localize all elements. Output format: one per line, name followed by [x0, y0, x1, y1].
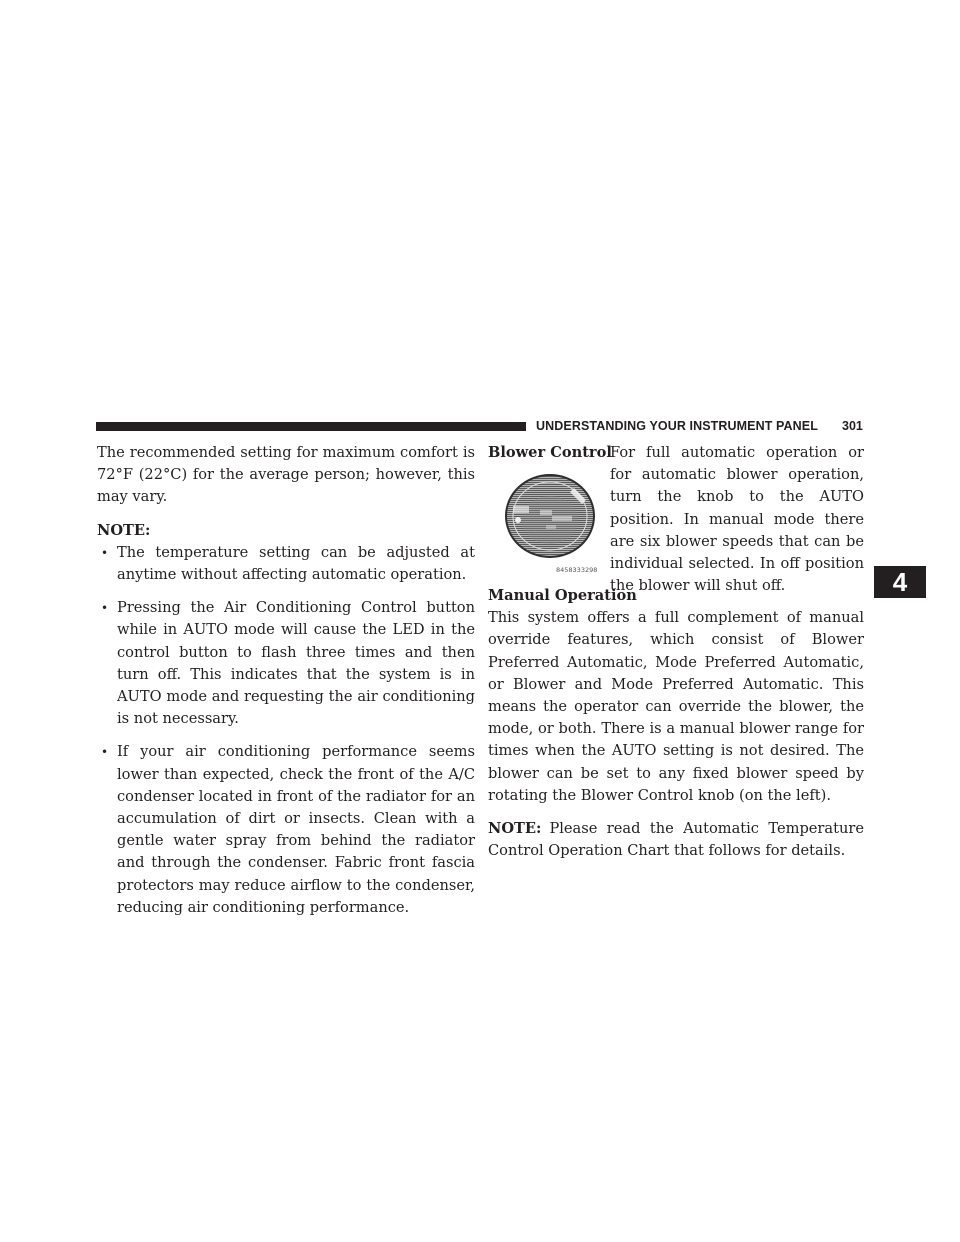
left-column	[97, 442, 475, 919]
header-rule	[96, 422, 526, 431]
page-number: 301	[842, 419, 863, 433]
note-list	[97, 542, 475, 919]
bullet-icon: •	[101, 745, 109, 760]
note-text: Please read the Automatic Temperature Control Operation Chart that follows for details.	[488, 820, 864, 860]
blower-paragraph: For full automatic operation or for automatic blower operation, turn the knob to the AUTO position. In manual mode there are six blower speeds that can be individual selected. In off position the blower will shut off.	[610, 444, 864, 595]
blower-knob-figure	[498, 470, 603, 574]
blower-section	[488, 442, 864, 595]
blower-heading: Blower Control	[488, 444, 612, 461]
figure-code: 8458333298	[556, 566, 598, 574]
bullet-icon: •	[101, 601, 109, 616]
note-heading: NOTE:	[97, 521, 151, 539]
manual-heading: Manual Operation	[488, 587, 637, 604]
note-paragraph	[488, 818, 864, 862]
list-item	[97, 597, 475, 730]
blower-knob-icon	[498, 470, 603, 569]
chapter-tab: 4	[874, 566, 926, 598]
manual-paragraph: This system offers a full complement of manual override features, which consist of Blower Preferred Automatic, Mode Preferred Automatic, or Blower and Mode Preferred Automatic. This means the operator can override the blower, the mode, or both. There is a manual blower range for times when the AUTO setting is not desired. The blower can be set to any fixed blower speed by rotating the Blower Control knob (on the left).	[488, 609, 864, 804]
list-item-text: The temperature setting can be adjusted at anytime without affecting automatic operation.	[117, 543, 475, 584]
list-item	[97, 741, 475, 919]
bullet-icon: •	[101, 545, 109, 560]
right-column	[488, 442, 864, 862]
list-item-text: If your air conditioning performance seems lower than expected, check the front of the A/C condenser located in front of the radiator for an accumulation of dirt or insects. Clean with a gentle water spray from behind the radiator and through the condenser. Fabric front fascia protectors may reduce airflow to the condenser, reducing air conditioning performance.	[117, 743, 475, 916]
intro-paragraph: The recommended setting for maximum comfort is 72°F (22°C) for the average person; however, this may vary.	[97, 444, 475, 506]
list-item-text: Pressing the Air Conditioning Control button while in AUTO mode will cause the LED in the control button to flash three times and then turn off. This indicates that the system is in AUTO mode and requesting the air conditioning is not necessary.	[117, 599, 475, 728]
section-title: UNDERSTANDING YOUR INSTRUMENT PANEL	[536, 419, 818, 433]
note-label: NOTE:	[488, 820, 542, 838]
list-item	[97, 542, 475, 586]
